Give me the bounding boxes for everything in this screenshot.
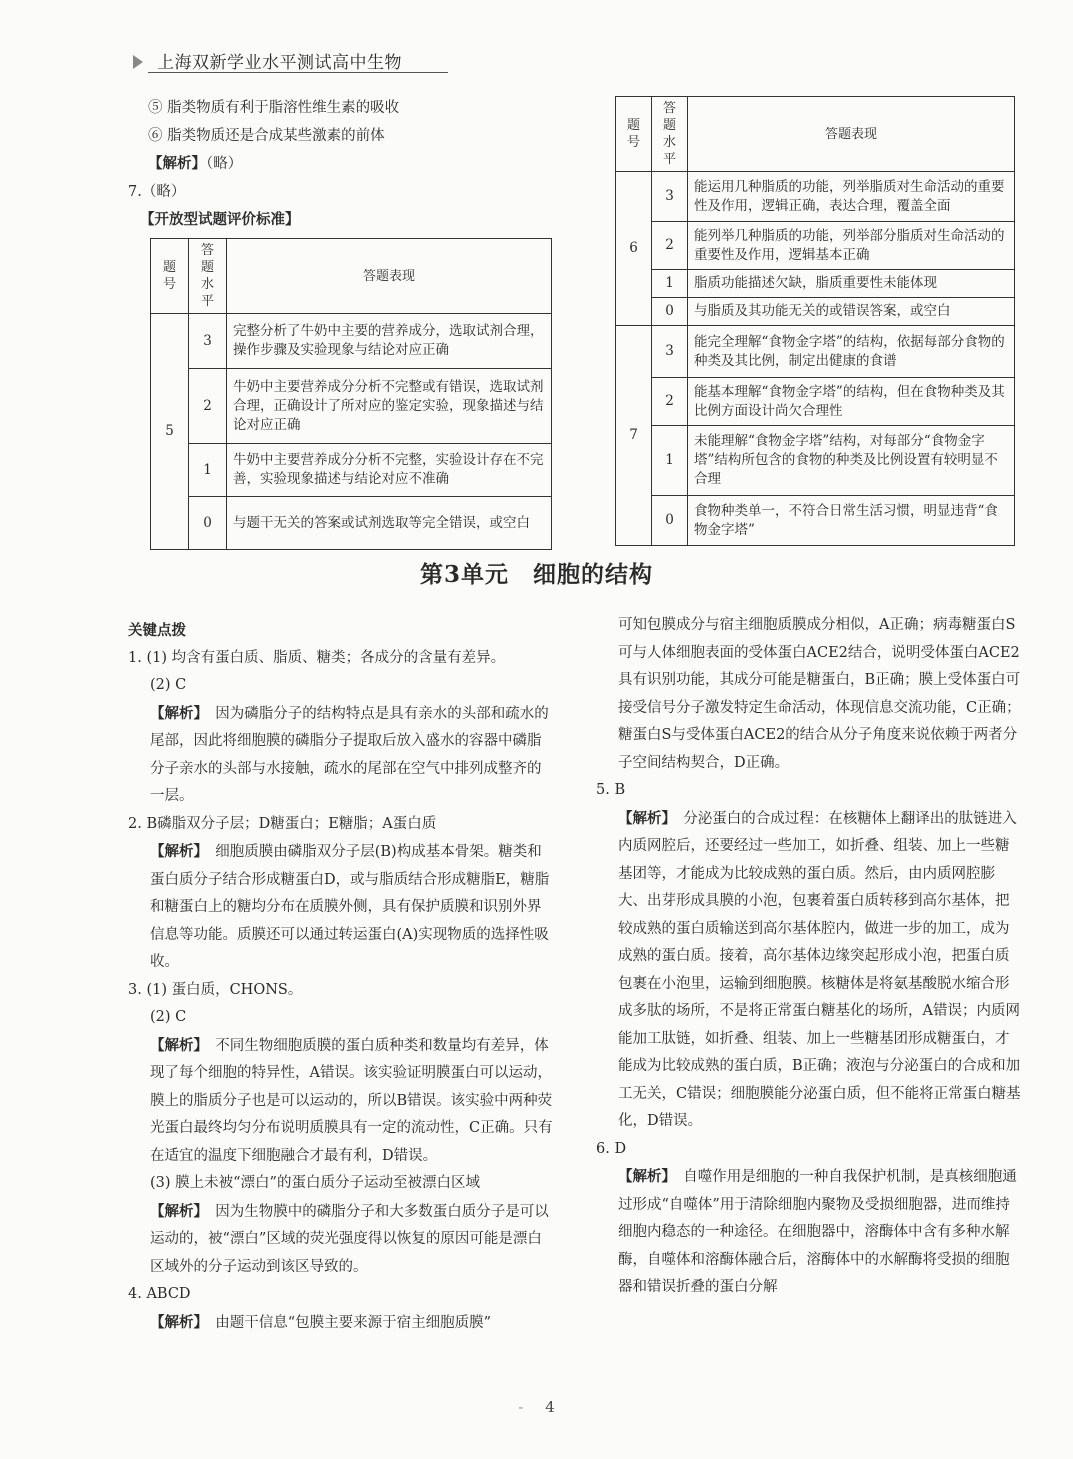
performance-cell: 与题干无关的答案或试剂选取等完全错误，或空白 — [227, 497, 552, 550]
performance-cell: 牛奶中主要营养成分分析不完整或有错误，选取试剂合理，正确设计了所对应的鉴定实验，现象描述与结论对应正确 — [227, 369, 552, 444]
qno-cell: 6 — [616, 172, 652, 326]
level-cell: 3 — [652, 172, 688, 222]
header-title: 上海双新学业水平测试高中生物 — [157, 53, 402, 73]
performance-cell: 牛奶中主要营养成分分析不完整，实验设计存在不完善，实验现象描述与结论对应不准确 — [227, 444, 552, 497]
answer-line: 2. B磷脂双分子层；D糖蛋白；E糖脂；A蛋白质 — [128, 815, 437, 832]
continued-paragraph: 可知包膜成分与宿主细胞质膜成分相似，A正确；病毒糖蛋白S可与人体细胞表面的受体蛋白ACE2结合，说明受体蛋白ACE2具有识别功能，其成分可能是糖蛋白，B正确；膜上受体蛋白可接受信号分子激发特定生命活动，体现信息交流功能，C正确；糖蛋白S与受体蛋白ACE2的结合从分子角度来说依赖于两者分子空间结构契合，D正确。 — [618, 617, 1021, 771]
page-dash: - — [518, 1398, 524, 1416]
analysis-tag: 【解析】 — [618, 1168, 669, 1185]
answer-line: 3. (1) 蛋白质，CHONS。 — [128, 981, 303, 998]
analysis-paragraph — [128, 700, 554, 811]
left-column — [128, 617, 554, 1337]
table-row — [616, 496, 1015, 546]
table-row — [616, 378, 1015, 426]
level-cell: 3 — [189, 314, 227, 369]
level-cell: 2 — [189, 369, 227, 444]
table-row — [616, 326, 1015, 378]
analysis-tag: 【解析】 — [150, 843, 201, 860]
unit-title: 第3单元 细胞的结构 — [419, 561, 653, 588]
answer-line: 5. B — [596, 782, 626, 798]
analysis-paragraph — [596, 1163, 1022, 1302]
analysis-text: （略） — [206, 156, 243, 172]
performance-cell: 脂质功能描述欠缺，脂质重要性未能体现 — [688, 270, 1015, 298]
table-row — [616, 172, 1015, 222]
answer-line: 6. D — [596, 1140, 627, 1157]
analysis-tag: 【解析】 — [148, 155, 206, 172]
level-cell: 3 — [652, 326, 688, 378]
item-5-line: ⑤ 脂类物质有利于脂溶性维生素的吸收 — [148, 100, 400, 116]
analysis-paragraph — [128, 838, 554, 977]
level-cell: 1 — [652, 270, 688, 298]
header-qno: 题号 — [151, 239, 189, 314]
table-row — [616, 298, 1015, 326]
performance-cell: 与脂质及其功能无关的或错误答案，或空白 — [688, 298, 1015, 326]
performance-cell: 能运用几种脂质的功能，列举脂质对生命活动的重要性及作用，逻辑正确，表达合理，覆盖全面 — [688, 172, 1015, 222]
analysis-paragraph — [128, 1032, 554, 1171]
analysis-line — [148, 154, 242, 174]
analysis-tag: 【解析】 — [150, 1036, 201, 1054]
analysis-text: 分泌蛋白的合成过程：在核糖体上翻译出的肽链进入内质网腔后，还要经过一些加工，如折叠、组装、加上一些糖基团等，才能成为比较成熟的蛋白质。然后，由内质网腔膨大、出芽形成具膜的小泡，包裹着蛋白质转移到高尔基体，把较成熟的蛋白质输送到高尔基体腔内，做进一步的加工，成为成熟的蛋白质。接着，高尔基体边缘突起形成小泡，把蛋白质包裹在小泡里，运输到细胞膜。核糖体是将氨基酸脱水缩合形成多肽的场所，不是将正常蛋白糖基化的场所，A错误；内质网能加工肽链，如折叠、组装、加上一些糖基团形成糖蛋白，才能成为比较成熟的蛋白质，B正确；液泡与分泌蛋白的合成和加工无关，C错误；细胞膜能分泌蛋白质，但不能将正常蛋白糖基化，D错误。 — [618, 810, 1021, 1129]
level-cell: 2 — [652, 222, 688, 270]
answer-line: (3) 膜上未被“漂白”的蛋白质分子运动至被漂白区域 — [150, 1175, 480, 1191]
answer-line: 1. (1) 均含有蛋白质、脂质、糖类；各成分的含量有差异。 — [128, 649, 506, 666]
analysis-text: 由题干信息“包膜主要来源于宿主细胞质膜” — [215, 1314, 492, 1331]
analysis-text: 不同生物细胞质膜的蛋白质种类和数量均有差异，体现了每个细胞的特异性，A错误。该实验证明膜蛋白可以运动，膜上的脂质分子也是可以运动的，所以B错误。该实验中两种荧光蛋白最终均匀分布说明质膜具有一定的流动性，C正确。只有在适宜的温度下细胞融合才最有利，D错误。 — [150, 1037, 553, 1164]
header-performance: 答题表现 — [227, 239, 552, 314]
analysis-text: 因为磷脂分子的结构特点是具有亲水的头部和疏水的尾部，因此将细胞膜的磷脂分子提取后放入盛水的容器中磷脂分子亲水的头部与水接触，疏水的尾部在空气中排列成整齐的一层。 — [150, 705, 549, 804]
analysis-text: 细胞质膜由磷脂双分子层(B)构成基本骨架。糖类和蛋白质分子结合形成糖蛋白D，或与脂质结合形成糖脂E，糖脂和糖蛋白上的糖均分布在质膜外侧，具有保护质膜和识别外界信息等功能。质膜还可以通过转运蛋白(A)实现物质的选择性吸收。 — [150, 844, 550, 970]
answer-line: (2) C — [150, 1009, 187, 1025]
section-heading: 关键点拨 — [128, 622, 186, 639]
header-performance: 答题表现 — [688, 97, 1015, 172]
performance-cell: 能基本理解“食物金字塔”的结构，但在食物种类及其比例方面设计尚欠合理性 — [688, 378, 1015, 426]
answer-line: (2) C — [150, 677, 187, 693]
rubric-table-left — [150, 238, 552, 550]
table-row — [151, 314, 552, 369]
table-row — [616, 426, 1015, 496]
table-row — [616, 222, 1015, 270]
level-cell: 0 — [189, 497, 227, 550]
analysis-text: 自噬作用是细胞的一种自我保护机制，是真核细胞通过形成“自噬体”用于清除细胞内聚物及受损细胞器，进而维持细胞内稳态的一种途径。在细胞器中，溶酶体中含有多种水解酶，自噬体和溶酶体融合后，溶酶体中的水解酶将受损的细胞器和错误折叠的蛋白分解 — [618, 1169, 1017, 1295]
table-row — [151, 369, 552, 444]
table-row — [151, 497, 552, 550]
header-rule — [148, 72, 448, 73]
header-level: 答题水平 — [189, 239, 227, 314]
level-cell: 0 — [652, 496, 688, 546]
analysis-paragraph — [128, 1309, 554, 1338]
analysis-tag: 【解析】 — [150, 704, 201, 722]
analysis-tag: 【解析】 — [618, 809, 669, 827]
performance-cell: 食物种类单一，不符合日常生活习惯，明显违背“食物金字塔” — [688, 496, 1015, 546]
running-header — [133, 48, 402, 73]
qno-cell: 5 — [151, 314, 189, 550]
item-6-line: ⑥ 脂类物质还是合成某些激素的前体 — [148, 128, 385, 144]
header-triangle-icon — [133, 55, 143, 69]
performance-cell: 未能理解“食物金字塔”结构，对每部分“食物金字塔”结构所包含的食物的种类及比例设置有较明显不合理 — [688, 426, 1015, 496]
level-cell: 1 — [652, 426, 688, 496]
page-number-value: 4 — [545, 1398, 555, 1416]
rubric-title: 【开放型试题评价标准】 — [140, 211, 300, 228]
table-row — [151, 444, 552, 497]
page-number — [0, 1398, 1073, 1416]
analysis-paragraph — [128, 1198, 554, 1282]
analysis-tag: 【解析】 — [150, 1313, 201, 1331]
level-cell: 0 — [652, 298, 688, 326]
analysis-paragraph — [596, 805, 1022, 1136]
question-7-line: 7.（略） — [128, 184, 186, 200]
header-qno: 题号 — [616, 97, 652, 172]
analysis-text: 因为生物膜中的磷脂分子和大多数蛋白质分子是可以运动的，被“漂白”区域的荧光强度得以恢复的原因可能是漂白区域外的分子运动到该区导致的。 — [150, 1203, 549, 1275]
answer-line: 4. ABCD — [128, 1286, 191, 1302]
level-cell: 1 — [189, 444, 227, 497]
qno-cell: 7 — [616, 326, 652, 546]
right-column — [596, 612, 1022, 1302]
rubric-table-right — [615, 96, 1015, 546]
header-level: 答题水平 — [652, 97, 688, 172]
performance-cell: 能完全理解“食物金字塔”的结构，依据每部分食物的种类及其比例，制定出健康的食谱 — [688, 326, 1015, 378]
table-row — [616, 270, 1015, 298]
level-cell: 2 — [652, 378, 688, 426]
performance-cell: 完整分析了牛奶中主要的营养成分，选取试剂合理，操作步骤及实验现象与结论对应正确 — [227, 314, 552, 369]
analysis-tag: 【解析】 — [150, 1202, 201, 1220]
performance-cell: 能列举几种脂质的功能，列举部分脂质对生命活动的重要性及作用，逻辑基本正确 — [688, 222, 1015, 270]
